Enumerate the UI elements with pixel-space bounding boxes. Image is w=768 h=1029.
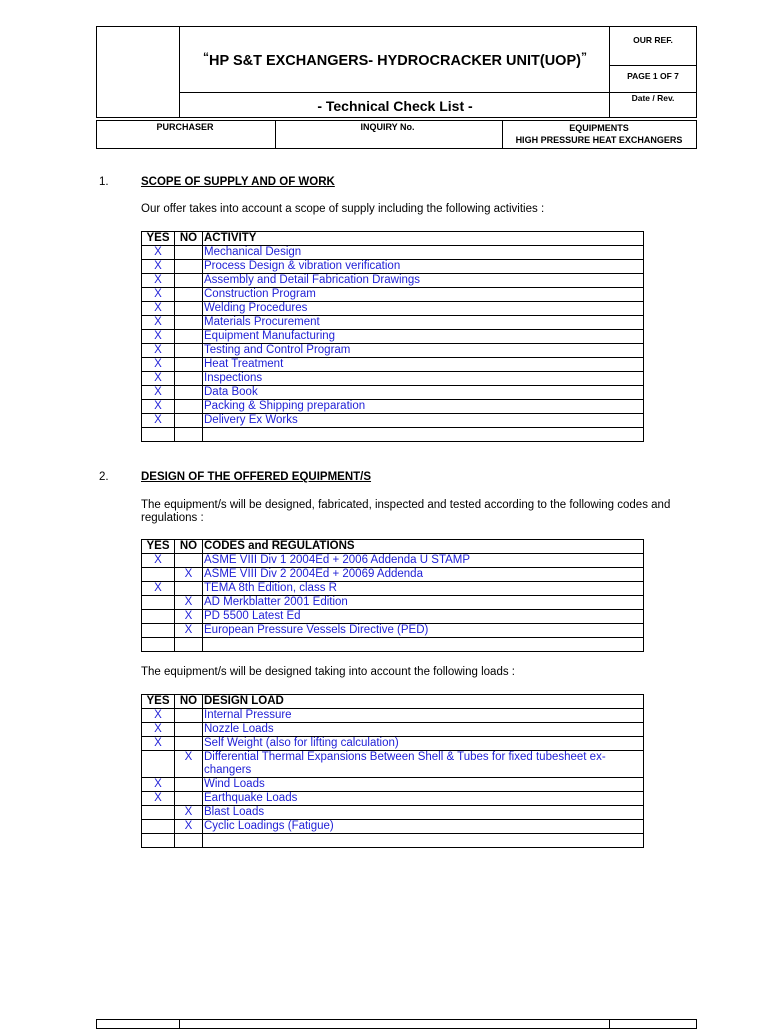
table-row — [142, 792, 644, 806]
item-text — [203, 638, 644, 652]
table-row — [142, 330, 644, 344]
item-text: AD Merkblatter 2001 Edition — [203, 596, 644, 610]
table-row — [142, 302, 644, 316]
yes-mark: X — [142, 288, 175, 302]
item-text: Process Design & vibration verification — [203, 260, 644, 274]
section-2-number: 2. — [99, 471, 109, 483]
no-mark: X — [175, 751, 203, 778]
yes-mark — [142, 428, 175, 442]
no-mark — [175, 554, 203, 568]
yes-mark: X — [142, 372, 175, 386]
item-text: ASME VIII Div 1 2004Ed + 2006 Addenda U STAMP — [203, 554, 644, 568]
codes-table — [141, 539, 644, 652]
yes-mark — [142, 568, 175, 582]
no-mark — [175, 302, 203, 316]
yes-mark — [142, 751, 175, 778]
item-text: Equipment Manufacturing — [203, 330, 644, 344]
yes-mark — [142, 596, 175, 610]
section-2-intro-line-2: regulations : — [141, 512, 204, 524]
yes-mark: X — [142, 386, 175, 400]
col-no-header: NO — [175, 695, 203, 709]
item-text — [203, 834, 644, 848]
item-text: TEMA 8th Edition, class R — [203, 582, 644, 596]
yes-mark — [142, 610, 175, 624]
no-mark — [175, 778, 203, 792]
no-mark: X — [175, 610, 203, 624]
yes-mark: X — [142, 400, 175, 414]
table-row — [142, 288, 644, 302]
table-row — [142, 344, 644, 358]
section-2-title: DESIGN OF THE OFFERED EQUIPMENT/S — [141, 471, 372, 483]
table-row — [142, 596, 644, 610]
date-rev-label: Date / Rev. — [631, 93, 675, 103]
yes-mark — [142, 806, 175, 820]
no-mark — [175, 792, 203, 806]
table-row — [142, 834, 644, 848]
yes-mark: X — [142, 330, 175, 344]
section-1-title: SCOPE OF SUPPLY AND OF WORK — [141, 176, 335, 188]
our-ref-label: OUR REF. — [633, 35, 673, 45]
section-1-number: 1. — [99, 176, 109, 188]
yes-mark — [142, 638, 175, 652]
section-2-intro-line-1: The equipment/s will be designed, fabricated, inspected and tested according to the following codes and — [141, 499, 671, 511]
no-mark — [175, 428, 203, 442]
yes-mark: X — [142, 260, 175, 274]
table-row — [142, 274, 644, 288]
no-mark: X — [175, 596, 203, 610]
activity-table — [141, 231, 644, 442]
yes-mark: X — [142, 792, 175, 806]
item-text: PD 5500 Latest Ed — [203, 610, 644, 624]
table-row — [142, 428, 644, 442]
next-page-header-edge — [96, 1019, 697, 1029]
col-no-header: NO — [175, 232, 203, 246]
table-row — [142, 723, 644, 737]
yes-mark: X — [142, 778, 175, 792]
yes-mark: X — [142, 582, 175, 596]
table-row — [142, 778, 644, 792]
col-codes-header: CODES and REGULATIONS — [203, 540, 644, 554]
yes-mark: X — [142, 723, 175, 737]
no-mark — [175, 260, 203, 274]
equipments-cell — [501, 122, 697, 146]
item-text: Testing and Control Program — [203, 344, 644, 358]
yes-mark: X — [142, 316, 175, 330]
table-row — [142, 260, 644, 274]
item-text: Inspections — [203, 372, 644, 386]
no-mark — [175, 330, 203, 344]
design-load-table — [141, 694, 644, 848]
table-row — [142, 638, 644, 652]
no-mark — [175, 386, 203, 400]
item-text: Delivery Ex Works — [203, 414, 644, 428]
no-mark — [175, 372, 203, 386]
no-mark — [175, 709, 203, 723]
equipments-value: HIGH PRESSURE HEAT EXCHANGERS — [515, 135, 683, 145]
table-row — [142, 806, 644, 820]
col-yes-header: YES — [142, 695, 175, 709]
no-mark — [175, 274, 203, 288]
yes-mark: X — [142, 709, 175, 723]
table-header-row — [142, 540, 644, 554]
item-text: Mechanical Design — [203, 246, 644, 260]
item-text: Nozzle Loads — [203, 723, 644, 737]
no-mark — [175, 638, 203, 652]
item-text: Construction Program — [203, 288, 644, 302]
no-mark: X — [175, 806, 203, 820]
item-text — [203, 428, 644, 442]
yes-mark — [142, 820, 175, 834]
item-text: ASME VIII Div 2 2004Ed + 20069 Addenda — [203, 568, 644, 582]
item-text: Internal Pressure — [203, 709, 644, 723]
table-row — [142, 400, 644, 414]
col-design-load-header: DESIGN LOAD — [203, 695, 644, 709]
col-yes-header: YES — [142, 540, 175, 554]
item-text: Cyclic Loadings (Fatigue) — [203, 820, 644, 834]
table-row — [142, 372, 644, 386]
table-row — [142, 624, 644, 638]
table-row — [142, 554, 644, 568]
item-text: Blast Loads — [203, 806, 644, 820]
title-text: HP S&T EXCHANGERS- HYDROCRACKER UNIT(UOP) — [209, 53, 581, 69]
document-title — [180, 50, 610, 69]
yes-mark: X — [142, 274, 175, 288]
no-mark — [175, 834, 203, 848]
no-mark — [175, 288, 203, 302]
yes-mark — [142, 834, 175, 848]
item-text: Earthquake Loads — [203, 792, 644, 806]
table-row — [142, 610, 644, 624]
no-mark: X — [175, 568, 203, 582]
no-mark — [175, 316, 203, 330]
table-row — [142, 582, 644, 596]
title-open-quote: “ — [203, 50, 210, 64]
yes-mark: X — [142, 302, 175, 316]
item-text: Differential Thermal Expansions Between Shell & Tubes for fixed tubesheet ex-changers — [203, 751, 644, 778]
yes-mark: X — [142, 344, 175, 358]
title-close-quote: ” — [580, 50, 587, 64]
col-activity-header: ACTIVITY — [203, 232, 644, 246]
purchaser-label: PURCHASER — [156, 122, 214, 132]
item-text: Welding Procedures — [203, 302, 644, 316]
no-mark — [175, 723, 203, 737]
item-text: European Pressure Vessels Directive (PED) — [203, 624, 644, 638]
no-mark — [175, 344, 203, 358]
no-mark — [175, 246, 203, 260]
yes-mark: X — [142, 554, 175, 568]
table-row — [142, 316, 644, 330]
col-yes-header: YES — [142, 232, 175, 246]
table-row — [142, 568, 644, 582]
table-row — [142, 751, 644, 778]
document-subtitle: - Technical Check List - — [317, 98, 473, 114]
item-text: Wind Loads — [203, 778, 644, 792]
no-mark — [175, 414, 203, 428]
table-row — [142, 414, 644, 428]
no-mark — [175, 582, 203, 596]
yes-mark: X — [142, 358, 175, 372]
inquiry-label: INQUIRY No. — [360, 122, 415, 132]
table-header-row — [142, 232, 644, 246]
table-row — [142, 386, 644, 400]
section-1-intro: Our offer takes into account a scope of supply including the following activities : — [141, 203, 545, 215]
loads-intro: The equipment/s will be designed taking into account the following loads : — [141, 666, 515, 678]
col-no-header: NO — [175, 540, 203, 554]
section-2-intro — [141, 499, 701, 525]
page-number: PAGE 1 OF 7 — [627, 71, 679, 81]
no-mark — [175, 400, 203, 414]
no-mark: X — [175, 624, 203, 638]
table-row — [142, 820, 644, 834]
yes-mark — [142, 624, 175, 638]
item-text: Heat Treatment — [203, 358, 644, 372]
table-row — [142, 737, 644, 751]
table-row — [142, 246, 644, 260]
table-header-row — [142, 695, 644, 709]
item-text: Self Weight (also for lifting calculation) — [203, 737, 644, 751]
yes-mark: X — [142, 737, 175, 751]
no-mark: X — [175, 820, 203, 834]
yes-mark: X — [142, 414, 175, 428]
no-mark — [175, 737, 203, 751]
table-row — [142, 709, 644, 723]
item-text: Packing & Shipping preparation — [203, 400, 644, 414]
item-text: Data Book — [203, 386, 644, 400]
table-row — [142, 358, 644, 372]
item-text: Materials Procurement — [203, 316, 644, 330]
equipments-label: EQUIPMENTS — [569, 123, 629, 133]
no-mark — [175, 358, 203, 372]
yes-mark: X — [142, 246, 175, 260]
item-text: Assembly and Detail Fabrication Drawings — [203, 274, 644, 288]
